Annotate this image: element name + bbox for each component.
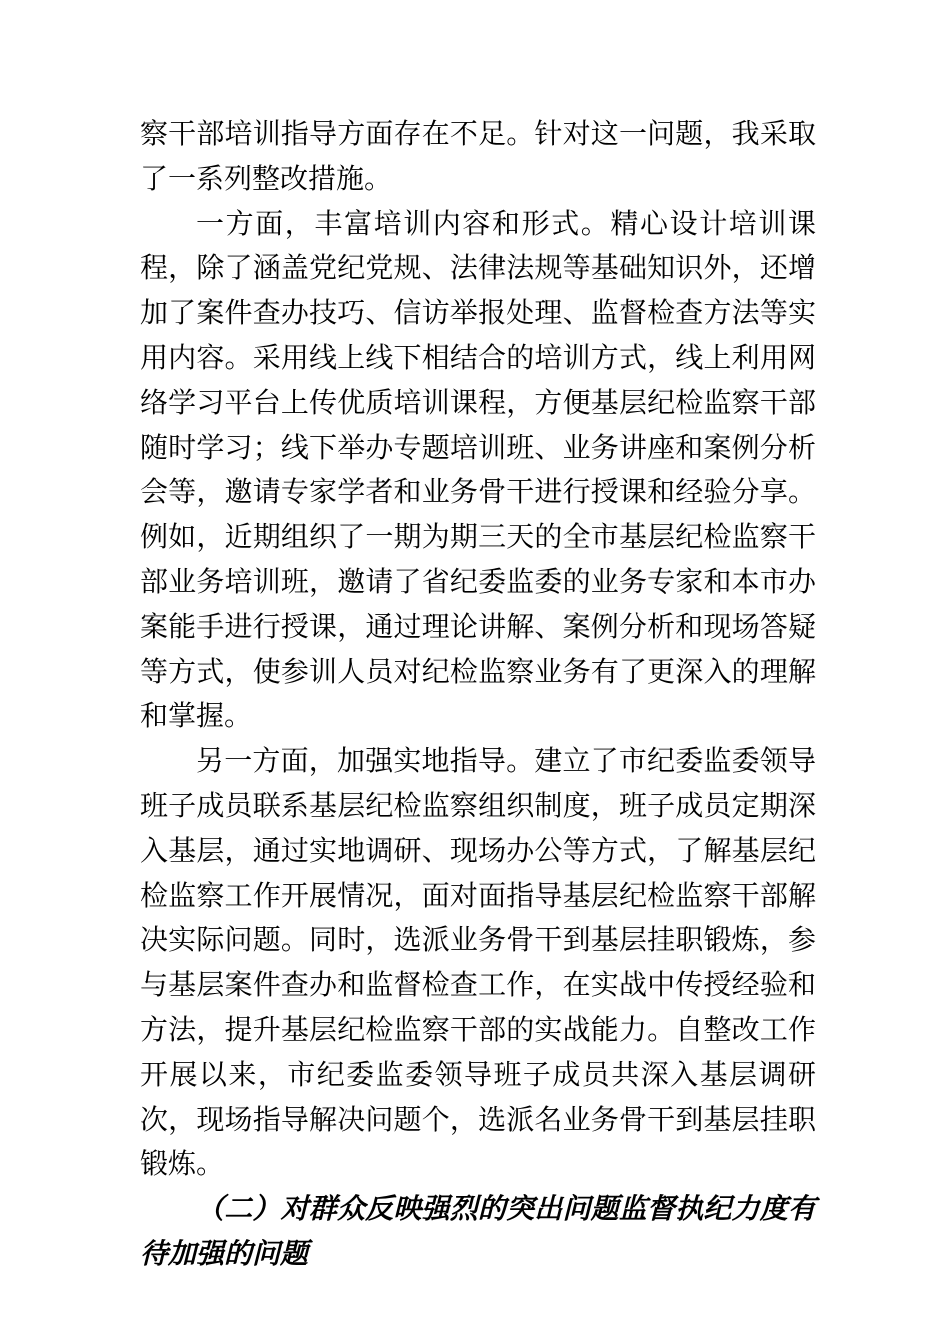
paragraph-training-measures: 一方面，丰富培训内容和形式。精心设计培训课程，除了涵盖党纪党规、法律法规等基础知识外，还增加了案件查办技巧、信访举报处理、监督检查方法等实用内容。采用线上线下相结合的培训方式，线上利用网络学习平台上传优质培训课程，方便基层纪检监察干部随时学习；线下举办专题培训班、业务讲座和案例分析会等，邀请专家学者和业务骨干进行授课和经验分享。例如，近期组织了一期为期三天的全市基层纪检监察干部业务培训班，邀请了省纪委监委的业务专家和本市办案能手进行授课，通过理论讲解、案例分析和现场答疑等方式，使参训人员对纪检监察业务有了更深入的理解和掌握。 — [140, 206, 816, 733]
section-heading-two: （二）对群众反映强烈的突出问题监督执纪力度有待加强的问题 — [140, 1192, 816, 1270]
document-body — [140, 112, 816, 1277]
paragraph-field-guidance: 另一方面，加强实地指导。建立了市纪委监委领导班子成员联系基层纪检监察组织制度，班子成员定期深入基层，通过实地调研、现场办公等方式，了解基层纪检监察工作开展情况，面对面指导基层纪检监察干部解决实际问题。同时，选派业务骨干到基层挂职锻炼，参与基层案件查办和监督检查工作，在实战中传授经验和方法，提升基层纪检监察干部的实战能力。自整改工作开展以来，市纪委监委领导班子成员共深入基层调研次，现场指导解决问题个，选派名业务骨干到基层挂职锻炼。 — [140, 744, 816, 1181]
paragraph-rectification-intro: 察干部培训指导方面存在不足。针对这一问题，我采取了一系列整改措施。 — [140, 117, 816, 195]
